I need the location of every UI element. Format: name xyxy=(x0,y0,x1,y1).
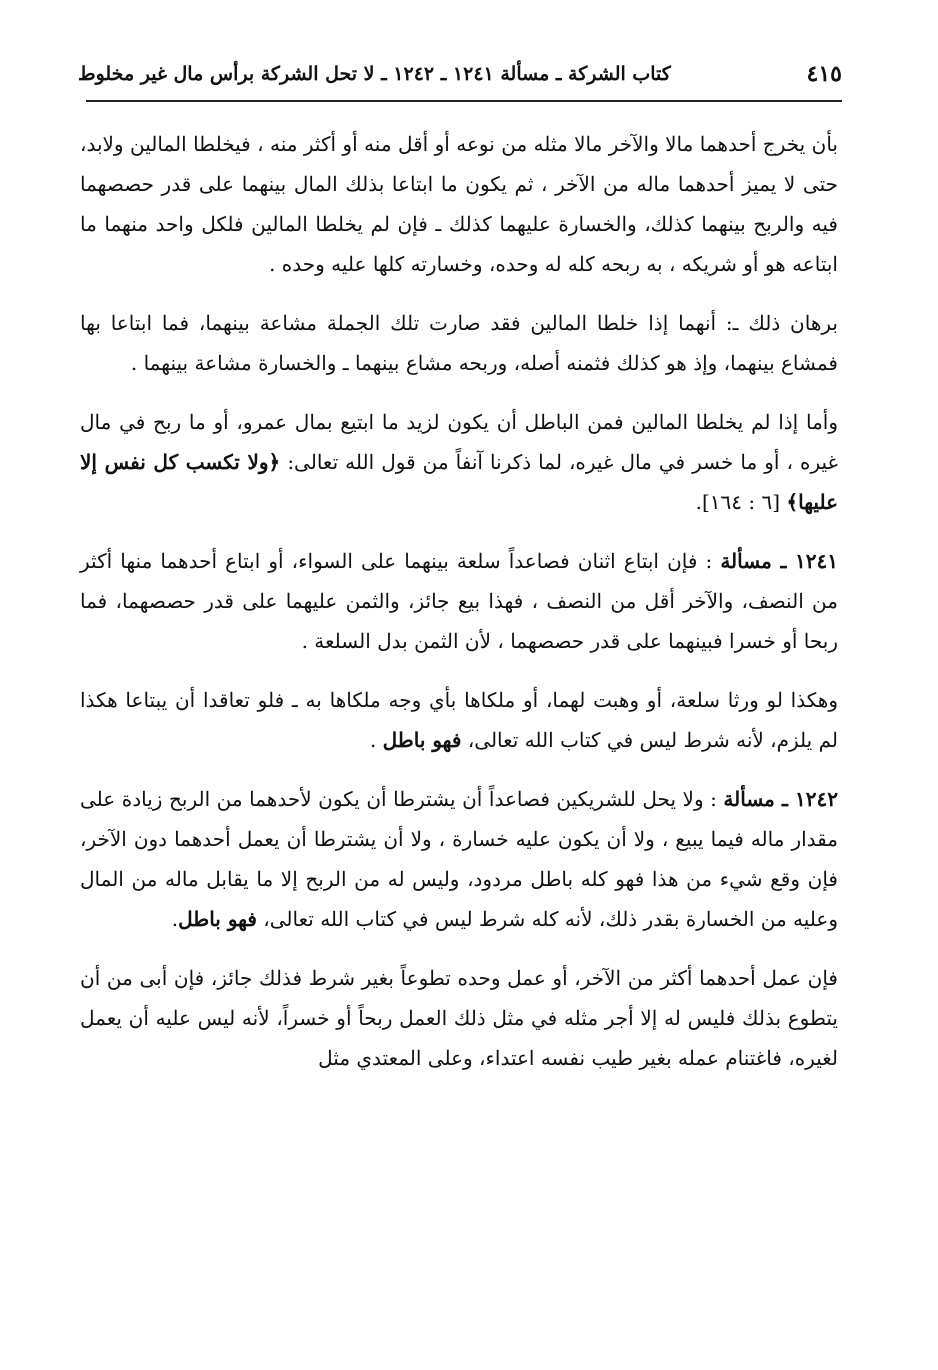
issue-number: ١٢٤٢ ـ مسألة xyxy=(723,787,838,811)
paragraph-5 xyxy=(80,680,838,760)
running-header xyxy=(78,56,842,92)
page-body xyxy=(80,124,838,1078)
paragraph-7 xyxy=(80,958,838,1078)
paragraph-text: وأما إذا لم يخلطا المالين فمن الباطل أن يكون لزيد ما ابتيع بمال عمرو، أو ما ربح في مال غيره ، أو ما خسر في مال غيره، لما ذكرنا آنفاً من قول الله تعالى: xyxy=(80,410,838,474)
paragraph-end: . xyxy=(369,728,383,752)
header-rule xyxy=(86,100,842,102)
paragraph-text: بأن يخرج أحدهما مالا والآخر مالا مثله من نوعه أو أقل منه أو أكثر منه ، فيخلطا المالين ولابد، حتى لا يميز أحدهما ماله من الآخر ، ثم يكون ما ابتاعا بذلك المال بينهما على قدر حصصهما فيه والربح بينهما كذلك، والخسارة عليهما كذلك ـ فإن لم يخلطا المالين فلكل واحد منهما ما ابتاعه هو أو شريكه ، به ربحه كله له وحده، وخسارته كلها عليه وحده . xyxy=(80,132,838,276)
verse-reference: [٦ : ١٦٤]. xyxy=(695,490,787,514)
paragraph-text: : ولا يحل للشريكين فصاعداً أن يشترطا أن يكون لأحدهما من الربح زيادة على مقدار ماله فيما يبيع ، ولا أن يكون عليه خسارة ، ولا أن يشترطا أن يعمل أحدهما دون الآخر، فإن وقع شيء من هذا فهو كله باطل مردود، وليس له من الربح إلا ما يقابل ماله من المال وعليه من الخسارة بقدر ذلك، لأنه كله شرط ليس في كتاب الله تعالى، xyxy=(80,787,838,931)
paragraph-text: وهكذا لو ورثا سلعة، أو وهبت لهما، أو ملكاها بأي وجه ملكاها به ـ فلو تعاقدا أن يبتاعا هكذا لم يلزم، لأنه شرط ليس في كتاب الله تعالى، xyxy=(80,688,838,752)
paragraph-text: برهان ذلك ـ: أنهما إذا خلطا المالين فقد صارت تلك الجملة مشاعة بينهما، فما ابتاعا بها فمشاع بينهما، وإذ هو كذلك فثمنه أصله، وربحه مشاع بينهما ـ والخسارة مشاعة بينهما . xyxy=(80,311,838,375)
paragraph-2 xyxy=(80,303,838,383)
paragraph-3 xyxy=(80,402,838,522)
header-title: كتاب الشركة ـ مسألة ١٢٤١ ـ ١٢٤٢ ـ لا تحل الشركة برأس مال غير مخلوط xyxy=(78,63,671,85)
paragraph-1 xyxy=(80,124,838,284)
issue-number: ١٢٤١ ـ مسألة xyxy=(720,549,838,573)
paragraph-text: : فإن ابتاع اثنان فصاعداً سلعة بينهما على السواء، أو ابتاع أحدهما منها أكثر من النصف، والآخر أقل من النصف ، فهذا بيع جائز، والثمن عليهما على قدر حصصهما، فما ربحا أو خسرا فبينهما على قدر حصصهما ، لأن الثمن بدل السلعة . xyxy=(80,549,838,653)
ruling-text: فهو باطل xyxy=(178,907,257,931)
issue-1241 xyxy=(80,541,838,661)
paragraph-end: . xyxy=(171,907,179,931)
page-number: ٤١٥ xyxy=(806,61,842,87)
issue-1242 xyxy=(80,779,838,939)
quran-verse: ﴿ولا تكسب كل نفس إلا عليها﴾ xyxy=(80,450,838,514)
paragraph-text: فإن عمل أحدهما أكثر من الآخر، أو عمل وحده تطوعاً بغير شرط فذلك جائز، فإن أبى من أن يتطوع بذلك فليس له إلا أجر مثله في مثل ذلك العمل ربحاً أو خسراً، لأنه ليس عليه أن يعمل لغيره، فاغتنام عمله بغير طيب نفسه اعتداء، وعلى المعتدي مثل xyxy=(80,966,838,1070)
ruling-text: فهو باطل xyxy=(382,728,462,752)
